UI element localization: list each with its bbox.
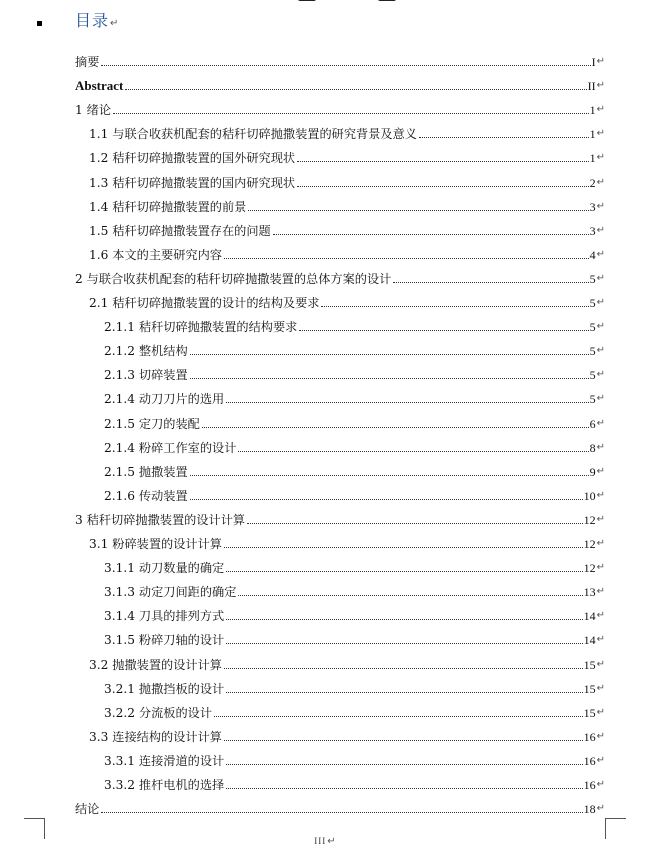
toc-entry[interactable] (104, 339, 605, 359)
toc-leader-dots (419, 136, 589, 138)
paragraph-mark-icon: ↵ (596, 56, 605, 67)
heading-bullet (37, 21, 42, 26)
toc-leader-dots (101, 64, 590, 66)
toc-entry-title: 3.3.2 推杆电机的选择 (104, 778, 225, 792)
toc-leader-dots (190, 377, 589, 379)
toc-entry-title: 结论 (75, 802, 100, 817)
toc-leader-dots (224, 667, 583, 669)
toc-entry-title: 摘要 (75, 55, 100, 69)
paragraph-mark-icon: ↵ (596, 345, 605, 357)
paragraph-mark-icon: ↵ (596, 562, 605, 574)
toc-entry-page: 16 (583, 778, 596, 792)
toc-leader-dots (321, 305, 588, 307)
toc-entry-page: 3 (589, 223, 596, 238)
toc-entry-title: 2.1.5 定刀的装配 (104, 416, 200, 431)
toc-entry-title: 1.1 与联合收获机配套的秸秆切碎抛撒装置的研究背景及意义 (89, 127, 417, 142)
toc-entry[interactable] (104, 460, 605, 480)
toc-leader-dots (226, 401, 588, 403)
paragraph-mark-icon: ↵ (596, 538, 605, 549)
toc-entry[interactable] (89, 195, 605, 215)
toc-entry[interactable] (75, 74, 605, 94)
toc-entry[interactable] (104, 412, 605, 432)
toc-entry-title: 3 秸秆切碎抛撒装置的设计计算 (75, 512, 246, 527)
paragraph-mark-icon: ↵ (596, 224, 605, 236)
toc-heading[interactable] (75, 11, 119, 34)
paragraph-mark-icon: ↵ (596, 754, 605, 766)
toc-entry-page: 5 (589, 344, 596, 359)
toc-entry[interactable] (89, 122, 605, 142)
toc-leader-dots (224, 257, 589, 259)
toc-entry-page: 1 (589, 127, 596, 142)
toc-entry[interactable] (104, 773, 605, 793)
toc-entry[interactable] (104, 604, 605, 624)
toc-entry-page: 12 (583, 512, 596, 527)
footer-page-number: III (314, 836, 327, 846)
paragraph-mark-icon: ↵ (596, 513, 605, 525)
toc-leader-dots (226, 618, 582, 620)
toc-entry-title: 1.6 本文的主要研究内容 (89, 247, 222, 262)
toc-entry-title: 2.1.4 粉碎工作室的设计 (104, 440, 237, 455)
toc-entry[interactable] (104, 363, 605, 383)
toc-leader-dots (247, 522, 583, 524)
toc-leader-dots (297, 185, 589, 187)
toc-entry-title: 3.1.5 粉碎刀轴的设计 (104, 633, 225, 648)
paragraph-mark-icon: ↵ (596, 297, 605, 308)
toc-entry-title: Abstract (75, 78, 124, 94)
toc-leader-dots (202, 426, 589, 428)
toc-heading-text: 目录 (75, 11, 110, 30)
toc-entry[interactable] (104, 701, 605, 721)
toc-entry-page: 14 (583, 609, 596, 624)
toc-entry-page: 15 (583, 657, 596, 672)
toc-entry-page: 16 (583, 753, 596, 768)
toc-leader-dots (299, 329, 588, 331)
toc-entry[interactable] (104, 628, 605, 648)
toc-entry-page: 13 (583, 585, 596, 600)
toc-leader-dots (190, 498, 583, 500)
paragraph-mark-icon: ↵ (596, 682, 605, 694)
paragraph-mark-icon: ↵ (596, 634, 605, 646)
toc-leader-dots (226, 691, 582, 693)
paragraph-mark-icon: ↵ (596, 200, 605, 212)
paragraph-mark-icon: ↵ (327, 836, 337, 847)
toc-entry[interactable] (89, 219, 605, 239)
toc-leader-dots (224, 546, 583, 548)
toc-entry-title: 3.1 粉碎装置的设计计算 (89, 537, 222, 551)
previous-page-glyphs (290, 0, 410, 3)
toc-entry-page: 6 (589, 416, 596, 431)
toc-leader-dots (297, 160, 589, 162)
toc-entry[interactable] (89, 725, 605, 745)
toc-entry-page: 10 (583, 488, 596, 503)
paragraph-mark-icon: ↵ (596, 393, 605, 405)
toc-leader-dots (393, 281, 588, 283)
toc-leader-dots (101, 811, 582, 813)
toc-entry[interactable] (104, 484, 605, 504)
toc-entry[interactable] (89, 532, 605, 552)
toc-entry-page: 15 (583, 705, 596, 720)
toc-entry-title: 1 绪论 (75, 103, 112, 118)
toc-entry-title: 2.1.3 切碎装置 (104, 368, 188, 383)
toc-entry-page: 5 (589, 271, 596, 286)
toc-entry-title: 1.2 秸秆切碎抛撒装置的国外研究现状 (89, 151, 296, 166)
toc-leader-dots (238, 450, 588, 452)
toc-entry-title: 3.2 抛撒装置的设计计算 (89, 657, 222, 672)
toc-entry[interactable] (104, 315, 605, 335)
toc-entry[interactable] (89, 171, 605, 191)
toc-entry-title: 3.1.4 刀具的排列方式 (104, 609, 225, 624)
toc-leader-dots (190, 353, 589, 355)
toc-entry-title: 1.5 秸秆切碎抛撒装置存在的问题 (89, 223, 271, 238)
toc-entry-title: 2.1.6 传动装置 (104, 488, 188, 503)
paragraph-mark-icon: ↵ (596, 586, 605, 598)
toc-leader-dots (238, 594, 582, 596)
toc-entry-page: 1 (589, 103, 596, 118)
toc-entry[interactable] (104, 677, 605, 697)
toc-entry-page: 12 (583, 537, 596, 551)
toc-entry[interactable] (89, 653, 605, 673)
paragraph-mark-icon: ↵ (596, 369, 605, 381)
paragraph-mark-icon: ↵ (596, 610, 605, 622)
toc-leader-dots (248, 209, 588, 211)
paragraph-mark-icon: ↵ (110, 18, 120, 29)
toc-entry-page: 1 (589, 151, 596, 166)
toc-entry-page: 4 (589, 247, 596, 262)
toc-entry-page: 14 (583, 633, 596, 648)
toc-entry-title: 3.3.1 连接滑道的设计 (104, 753, 225, 768)
toc-entry-page: 2 (589, 175, 596, 190)
toc-entry-title: 3.3 连接结构的设计计算 (89, 729, 222, 744)
toc-entry-page: I (591, 55, 596, 69)
paragraph-mark-icon: ↵ (596, 730, 605, 742)
paragraph-mark-icon: ↵ (596, 489, 605, 501)
toc-entry-page: 16 (583, 729, 596, 744)
toc-entry-title: 1.4 秸秆切碎抛撒装置的前景 (89, 199, 247, 214)
toc-leader-dots (226, 787, 582, 789)
toc-entry-title: 2 与联合收获机配套的秸秆切碎抛撒装置的总体方案的设计 (75, 271, 392, 286)
toc-leader-dots (224, 739, 583, 741)
paragraph-mark-icon: ↵ (596, 152, 605, 164)
toc-leader-dots (226, 570, 582, 572)
toc-entry-title: 3.1.3 动定刀间距的确定 (104, 585, 237, 600)
toc-entry-title: 3.2.1 抛撒挡板的设计 (104, 681, 225, 696)
toc-leader-dots (226, 763, 582, 765)
toc-entry[interactable] (89, 243, 605, 263)
paragraph-mark-icon: ↵ (596, 706, 605, 718)
toc-entry[interactable] (104, 556, 605, 576)
paragraph-mark-icon: ↵ (596, 321, 605, 333)
toc-entry[interactable] (75, 98, 605, 118)
paragraph-mark-icon: ↵ (596, 104, 605, 116)
toc-entry[interactable] (75, 267, 605, 287)
toc-entry-title: 2.1 秸秆切碎抛撒装置的设计的结构及要求 (89, 296, 320, 310)
toc-entry[interactable] (75, 797, 605, 817)
paragraph-mark-icon: ↵ (596, 779, 605, 790)
toc-leader-dots (113, 112, 589, 114)
toc-entry[interactable] (104, 580, 605, 600)
paragraph-mark-icon: ↵ (596, 658, 605, 670)
toc-entry-title: 3.1.1 动刀数量的确定 (104, 561, 225, 576)
paragraph-mark-icon: ↵ (596, 465, 605, 477)
toc-leader-dots (214, 715, 583, 717)
page-footer (0, 836, 651, 847)
paragraph-mark-icon: ↵ (596, 128, 605, 140)
paragraph-mark-icon: ↵ (596, 272, 605, 284)
toc-entry-page: 5 (589, 320, 596, 335)
paragraph-mark-icon: ↵ (596, 417, 605, 429)
toc-leader-dots (190, 474, 589, 476)
toc-entry[interactable] (104, 387, 605, 407)
toc-entry[interactable] (75, 50, 605, 70)
toc-entry[interactable] (89, 291, 605, 311)
toc-entry-page: 5 (589, 296, 596, 310)
toc-entry-page: 3 (589, 199, 596, 214)
paragraph-mark-icon: ↵ (596, 441, 605, 453)
toc-entry[interactable] (75, 508, 605, 528)
toc-entry-page: 9 (589, 464, 596, 479)
toc-leader-dots (125, 88, 586, 90)
toc-entry[interactable] (104, 749, 605, 769)
toc-entry-title: 3.2.2 分流板的设计 (104, 705, 213, 720)
toc-entry-title: 1.3 秸秆切碎抛撒装置的国内研究现状 (89, 175, 296, 190)
toc-entry-page: 18 (583, 802, 596, 817)
toc-entry-page: 8 (589, 440, 596, 455)
toc-entry-page: II (587, 79, 596, 94)
toc-entry-title: 2.1.4 动刀刀片的选用 (104, 392, 225, 407)
toc-entry-page: 12 (583, 561, 596, 576)
paragraph-mark-icon: ↵ (596, 248, 605, 260)
toc-entry-page: 15 (583, 681, 596, 696)
paragraph-mark-icon: ↵ (596, 80, 605, 92)
paragraph-mark-icon: ↵ (596, 803, 605, 815)
toc-entry-page: 5 (589, 368, 596, 383)
toc-entry-title: 2.1.1 秸秆切碎抛撒装置的结构要求 (104, 320, 298, 335)
toc-entry-title: 2.1.2 整机结构 (104, 344, 188, 359)
paragraph-mark-icon: ↵ (596, 176, 605, 188)
toc-entry[interactable] (104, 436, 605, 456)
toc-leader-dots (273, 233, 589, 235)
toc-entry[interactable] (89, 146, 605, 166)
toc-entry-page: 5 (589, 392, 596, 407)
toc-leader-dots (226, 642, 582, 644)
toc-entry-title: 2.1.5 抛撒装置 (104, 464, 188, 479)
